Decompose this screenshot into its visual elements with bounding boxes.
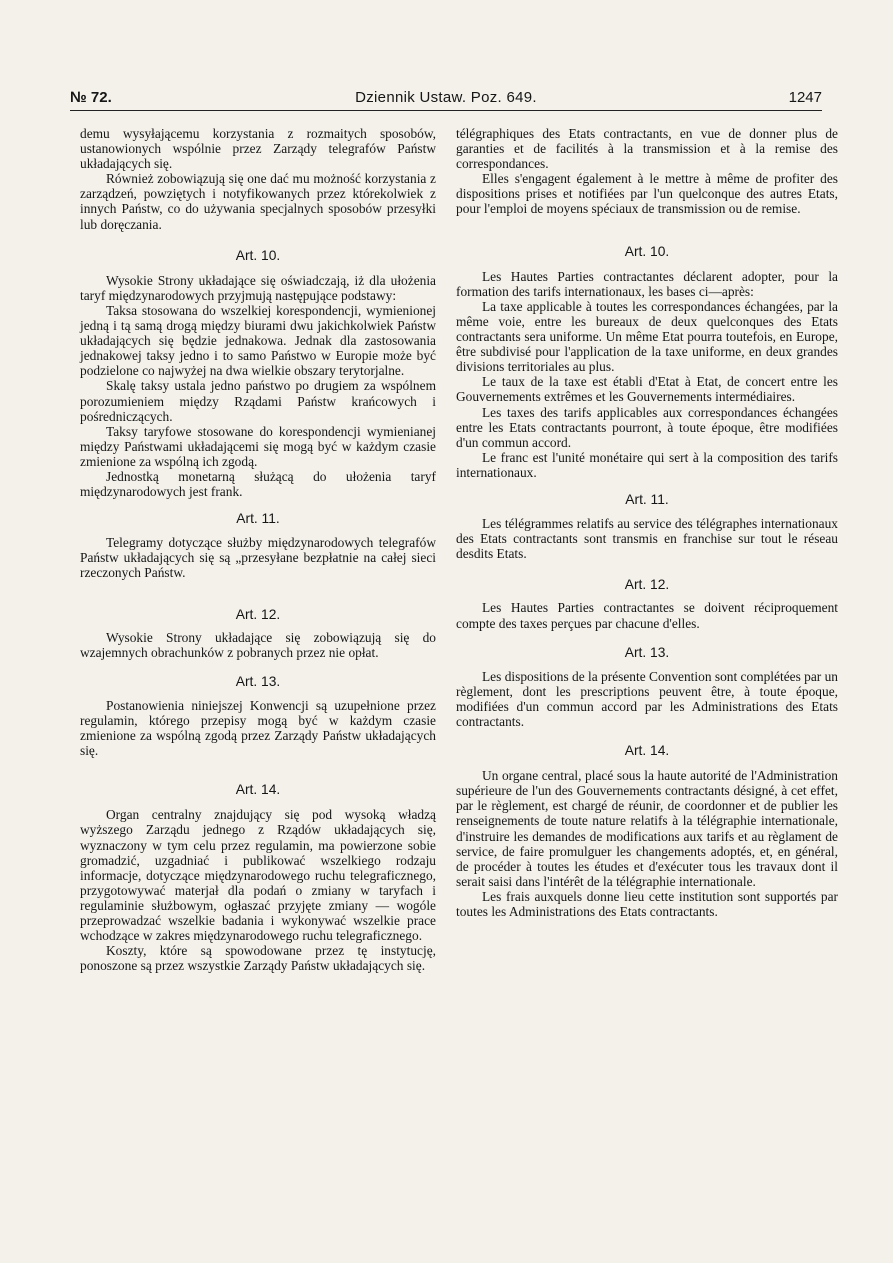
paragraph: Wysokie Strony układające się zobowiązują się do wzajemnych obrachunków z pobranych przez nie opłat. — [80, 629, 436, 660]
article-heading: Art. 12. — [624, 577, 670, 593]
paragraph: Elles s'engagent également à le mettre à même de profiter des dispositions prises et notifiées par l'un quelconque des autres Etats, pour l'emploi de moyens spéciaux de transmission ou de remise. — [456, 171, 838, 217]
page-header — [70, 86, 822, 110]
journal-title: Dziennik Ustaw. Poz. 649. — [355, 89, 537, 106]
paragraph: Les taxes des tarifs applicables aux correspondances échangées entre les Etats contractants pourront, à toute époque, être modifiées d'un commun accord. — [456, 404, 838, 450]
paragraph: Również zobowiązują się one dać mu możność korzystania z zarządzeń, powziętych i notyfikowanych przez którekolwiek z innych Państw, co do używania specjalnych sposobów przesyłki lub doręczania. — [80, 171, 436, 232]
paragraph: Les dispositions de la présente Convention sont complétées par un règlement, dont les prescriptions peuvent être, à toute époque, modifiées d'un commun accord par les Administrations des Etats contractants. — [456, 668, 838, 729]
paragraph: Taksa stosowana do wszelkiej korespondencji, wymienionej jedną i tą samą drogą między biurami dwu jakichkolwiek Państw układających się będzie jednakowa. Jednak dla zastosowania jednakowej taksy jedno i to samo Państwo w Europie może być podzielone co najwyżej na dwa wielkie obszary terytorjalne. — [80, 302, 436, 379]
paragraph: Telegramy dotyczące służby międzynarodowych telegrafów Państw układających się są „przesyłane bezpłatnie na całej sieci rzeczonych Państw. — [80, 535, 436, 581]
issue-number: № 72. — [70, 89, 112, 106]
article-heading: Art. 13. — [235, 673, 281, 689]
paragraph: demu wysyłającemu korzystania z rozmaitych sposobów, ustanowionych wspólnie przez Zarządy telegrafów Państw układających się. — [80, 126, 436, 172]
paragraph: Organ centralny znajdujący się pod wysoką władzą wyższego Zarządu jednego z Rządów układających się, wyznaczony w tym celu przez regulamin, ma powierzone sobie gromadzić, uzgadniać i publikować wszelkiego rodzaju informacje, dotyczące międzynarodowego ruchu telegraficznego, przygotowywać materjał dla podań o zmiany w taryfach i regulaminie służbowym, ogłaszać przyjęte zmiany — wogóle przeprowadzać wszelkie badania i wykonywać wszelkie prace wchodzące w zakres międzynarodowego ruchu telegraficznego. — [80, 807, 436, 944]
article-heading: Art. 14. — [235, 782, 281, 798]
paragraph: Skalę taksy ustala jedno państwo po drugiem za wspólnem porozumieniem między Rządami Państw krańcowych i pośredniczących. — [80, 378, 436, 424]
article-heading: Art. 10. — [624, 243, 670, 259]
paragraph: Postanowienia niniejszej Konwencji są uzupełnione przez regulamin, którego przepisy mogą być w każdym czasie zmienione za wspólną zgodą przez Zarządy Państw układających się. — [80, 697, 436, 759]
article-heading: Art. 10. — [235, 247, 281, 263]
paragraph: Jednostką monetarną służącą do ułożenia taryf międzynarodowych jest frank. — [80, 468, 436, 500]
paragraph: Taksy taryfowe stosowane do korespondencji wymienianej między Państwami układającemi się mogą być w każdym czasie zmienione za wspólną ich zgodą. — [80, 423, 436, 469]
paragraph: télégraphiques des Etats contractants, en vue de donner plus de garanties et de facilités à la transmission et à la remise des correspondances. — [456, 126, 838, 172]
paragraph: Les Hautes Parties contractantes se doivent réciproquement compte des taxes perçues par chacune d'elles. — [456, 600, 838, 631]
article-heading: Art. 12. — [235, 606, 281, 622]
article-heading: Art. 13. — [624, 644, 670, 660]
paragraph: Les télégrammes relatifs au service des télégraphes internationaux des Etats contractants sont transmis en franchise sur tout le réseau desdits Etats. — [456, 516, 838, 562]
article-heading: Art. 14. — [624, 743, 670, 759]
paragraph: Koszty, które są spowodowane przez tę instytucję, ponoszone są przez wszystkie Zarządy Państw układających się. — [80, 943, 436, 974]
paragraph: Le franc est l'unité monétaire qui sert à la composition des tarifs internationaux. — [456, 449, 838, 480]
polish-column — [80, 126, 436, 973]
paragraph: Le taux de la taxe est établi d'Etat à Etat, de concert entre les Gouvernements extrêmes et les Gouvernements intermédiaires. — [456, 374, 838, 405]
article-heading: Art. 11. — [236, 511, 280, 527]
page-number: 1247 — [788, 89, 822, 106]
paragraph: Wysokie Strony układające się oświadczają, iż dla ułożenia taryf międzynarodowych przyjmują następujące podstawy: — [80, 272, 436, 303]
paragraph: Un organe central, placé sous la haute autorité de l'Administration supérieure de l'un des Gouvernements contractants désigné, à cet effet, par le règlement, est chargé de réunir, de coordonner et de publier les renseignements de toute nature relatifs à la télégraphie internationale, d'instruire les demandes de modifications aux tarifs et au règlament de service, de faire promulguer les changements adoptés, et, en général, de procéder à toutes les études et d'exécuter tous les travaux dont il serait saisi dans l'intérêt de la télégraphie internationale. — [456, 768, 838, 889]
paragraph: Les frais auxquels donne lieu cette institution sont supportés par toutes les Administrations des Etats contractants. — [456, 888, 838, 920]
french-column — [456, 126, 838, 919]
header-rule — [70, 110, 822, 111]
paragraph: Les Hautes Parties contractantes déclarent adopter, pour la formation des tarifs internationaux, les bases ci—après: — [456, 268, 838, 299]
article-heading: Art. 11. — [625, 491, 669, 507]
paragraph: La taxe applicable à toutes les correspondances échangées, par la même voie, entre les bureaux de deux quelconques des Etats contractants sera uniforme. Un même Etat pourra toutefois, en Europe, être subdivisé pour l'application de la taxe uniforme, en deux grandes divisions territoriales au plus. — [456, 298, 838, 375]
